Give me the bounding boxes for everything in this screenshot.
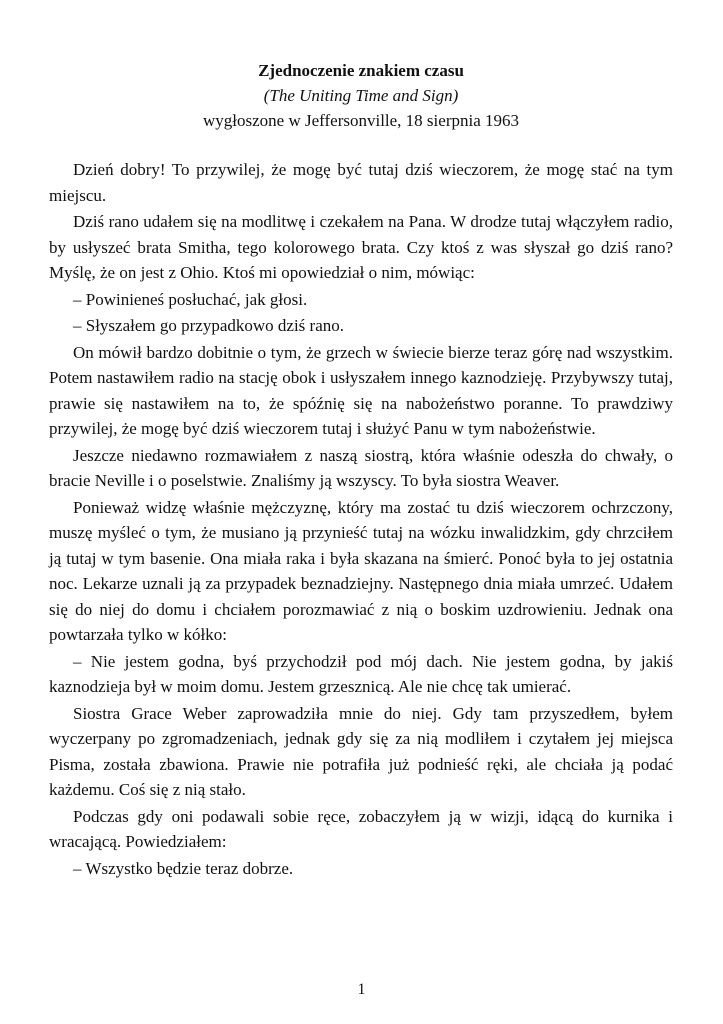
paragraph: – Powinieneś posłuchać, jak głosi.	[73, 289, 308, 309]
sermon-title: Zjednoczenie znakiem czasu	[258, 61, 464, 80]
page-number: 1	[357, 981, 366, 998]
delivery-info: wygłoszone w Jeffersonville, 18 sierpnia 1963	[202, 111, 519, 130]
paragraph: – Wszystko będzie teraz dobrze.	[73, 858, 294, 878]
paragraph: Jeszcze niedawno rozmawiałem z naszą siostrą, która właśnie odeszła do chwały, o bracie Neville i o poselstwie. Znaliśmy ją wszyscy. To była siostra Weaver.	[49, 445, 673, 490]
paragraph: Siostra Grace Weber zaprowadziła mnie do niej. Gdy tam przyszedłem, byłem wyczerpany po zgromadzeniach, jednak gdy się za nią modliłem i czytałem jej miejsca Pisma, została zbawiona. Prawie nie potrafiła już podnieść ręki, ale chciała ją podać każdemu. Coś się z nią stało.	[49, 703, 673, 799]
paragraph: On mówił bardzo dobitnie o tym, że grzech w świecie bierze teraz górę nad wszystkim. Potem nastawiłem radio na stację obok i usłyszałem innego kaznodzieję. Przybywszy tutaj, prawie się nastawiłem na to, że spóźnię się na nabożeństwo poranne. To prawdziwy przywilej, że mogę być dziś wieczorem tutaj i służyć Panu w tym nabożeństwie.	[49, 342, 673, 438]
paragraph: Dziś rano udałem się na modlitwę i czekałem na Pana. W drodze tutaj włączyłem radio, by usłyszeć brata Smitha, tego kolorowego brata. Czy ktoś z was słyszał go dziś rano? Myślę, że on jest z Ohio. Ktoś mi opowiedział o nim, mówiąc:	[49, 212, 673, 282]
document-page	[49, 58, 673, 882]
sermon-subtitle: (The Uniting Time and Sign)	[263, 86, 459, 105]
sermon-header	[49, 58, 673, 133]
sermon-body	[49, 157, 673, 881]
paragraph: Ponieważ widzę właśnie mężczyznę, który ma zostać tu dziś wieczorem ochrzczony, muszę myśleć o tym, że musiano ją przynieść tutaj na wózku inwalidzkim, gdy chrzciłem ją tutaj w tym basenie. Ona miała raka i była skazana na śmierć. Ponoć była to jej ostatnia noc. Lekarze uznali ją za przypadek beznadziejny. Następnego dnia miała umrzeć. Udałem się do niej do domu i chciałem porozmawiać z nią o boskim uzdrowieniu. Jednak ona powtarzała tylko w kółko:	[49, 497, 673, 644]
paragraph: Dzień dobry! To przywilej, że mogę być tutaj dziś wieczorem, że mogę stać na tym miejscu.	[49, 160, 673, 205]
paragraph: Podczas gdy oni podawali sobie ręce, zobaczyłem ją w wizji, idącą do kurnika i wracającą. Powiedziałem:	[49, 806, 673, 851]
paragraph: – Słyszałem go przypadkowo dziś rano.	[73, 316, 344, 335]
paragraph: – Nie jestem godna, byś przychodził pod mój dach. Nie jestem godna, by jakiś kaznodzieja był w moim domu. Jestem grzesznicą. Ale nie chcę tak umierać.	[49, 651, 673, 696]
